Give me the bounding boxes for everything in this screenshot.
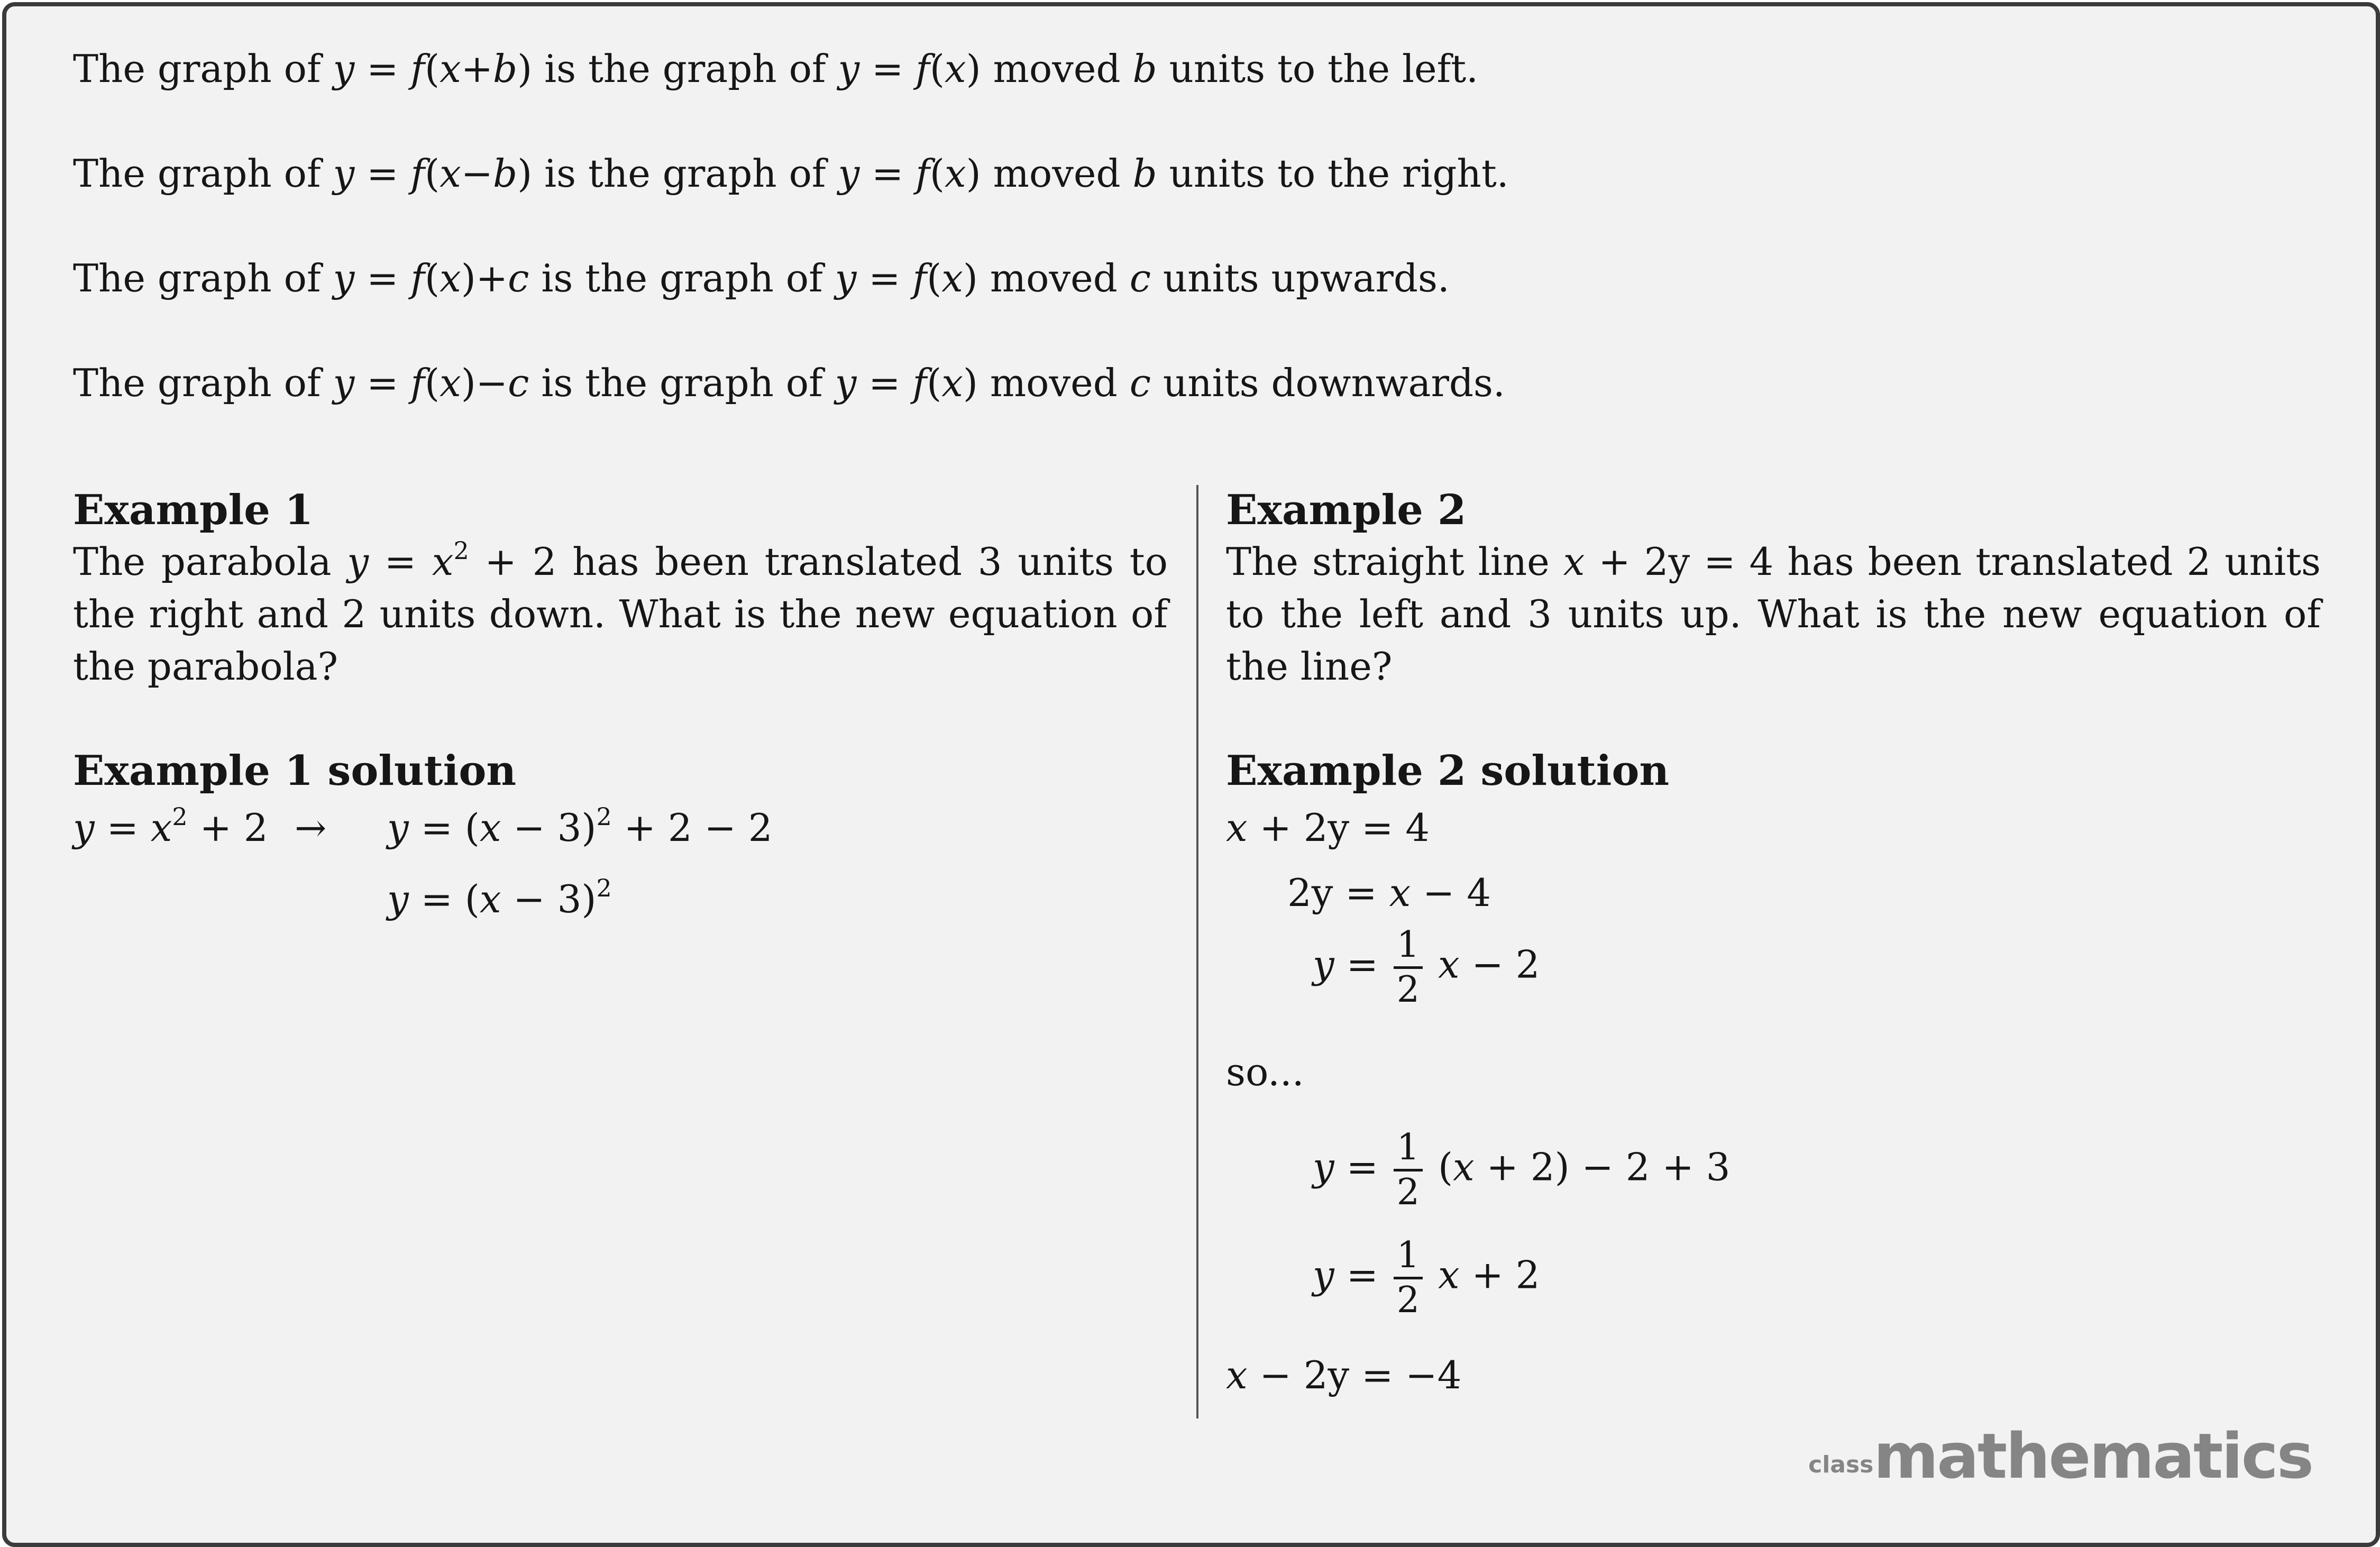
- example-2-solution-line: x − 2y = −4: [1226, 1353, 1462, 1397]
- example-2-solution-line: 2y = x − 4: [1287, 871, 1491, 915]
- classmathematics-logo: [1808, 1420, 2312, 1493]
- example-1-solution-line: $y = (x - 3)^2$: [387, 874, 612, 921]
- column-divider: [1196, 485, 1198, 1418]
- example-2-solution-line: x + 2y = 4: [1226, 805, 1430, 850]
- example-1-arrow: →: [295, 805, 327, 850]
- rule-up-shift: The graph of y = f(x)+c is the graph of y = f(x) moved c units upwards.: [73, 256, 1450, 300]
- rule-right-shift: The graph of y = f(x−b) is the graph of y = f(x) moved b units to the right.: [73, 151, 1509, 196]
- example-2-so: so...: [1226, 1050, 1304, 1094]
- content-card: [2, 2, 2380, 1547]
- logo-mathematics-text: mathematics: [1873, 1420, 2312, 1493]
- example-2-solution-line: y = $\frac{1}{2}$ (x + 2) − 2 + 3: [1313, 1127, 1731, 1213]
- example-2-solution-line: y = $\frac{1}{2}$ x + 2: [1313, 1234, 1540, 1321]
- example-1-heading: Example 1: [73, 486, 314, 534]
- example-1-solution-line: $y = (x - 3)^2 + 2 - 2$: [387, 802, 773, 850]
- rule-left-shift: The graph of y = f(x+b) is the graph of y = f(x) moved b units to the left.: [73, 47, 1479, 91]
- example-1-solution-line: $y = x^2 + 2$: [73, 802, 268, 850]
- rule-down-shift: The graph of y = f(x)−c is the graph of y = f(x) moved c units downwards.: [73, 361, 1505, 405]
- example-2-column: [1226, 485, 2321, 797]
- example-1-column: [73, 485, 1168, 797]
- logo-class-text: class: [1808, 1451, 1874, 1478]
- example-2-solution-heading: Example 2 solution: [1226, 747, 1670, 795]
- example-2-heading: Example 2: [1226, 486, 1467, 534]
- example-1-question: The parabola $y = x^2 + 2$ has been translated 3 units to the right and 2 units down. What is the new equation of the parabola?: [73, 536, 1168, 689]
- example-2-question: The straight line x + 2y = 4 has been translated 2 units to the left and 3 units up. What is the new equation of the line?: [1226, 539, 2321, 689]
- example-2-solution-line: y = $\frac{1}{2}$ x − 2: [1313, 924, 1540, 1011]
- example-1-solution-heading: Example 1 solution: [73, 747, 517, 795]
